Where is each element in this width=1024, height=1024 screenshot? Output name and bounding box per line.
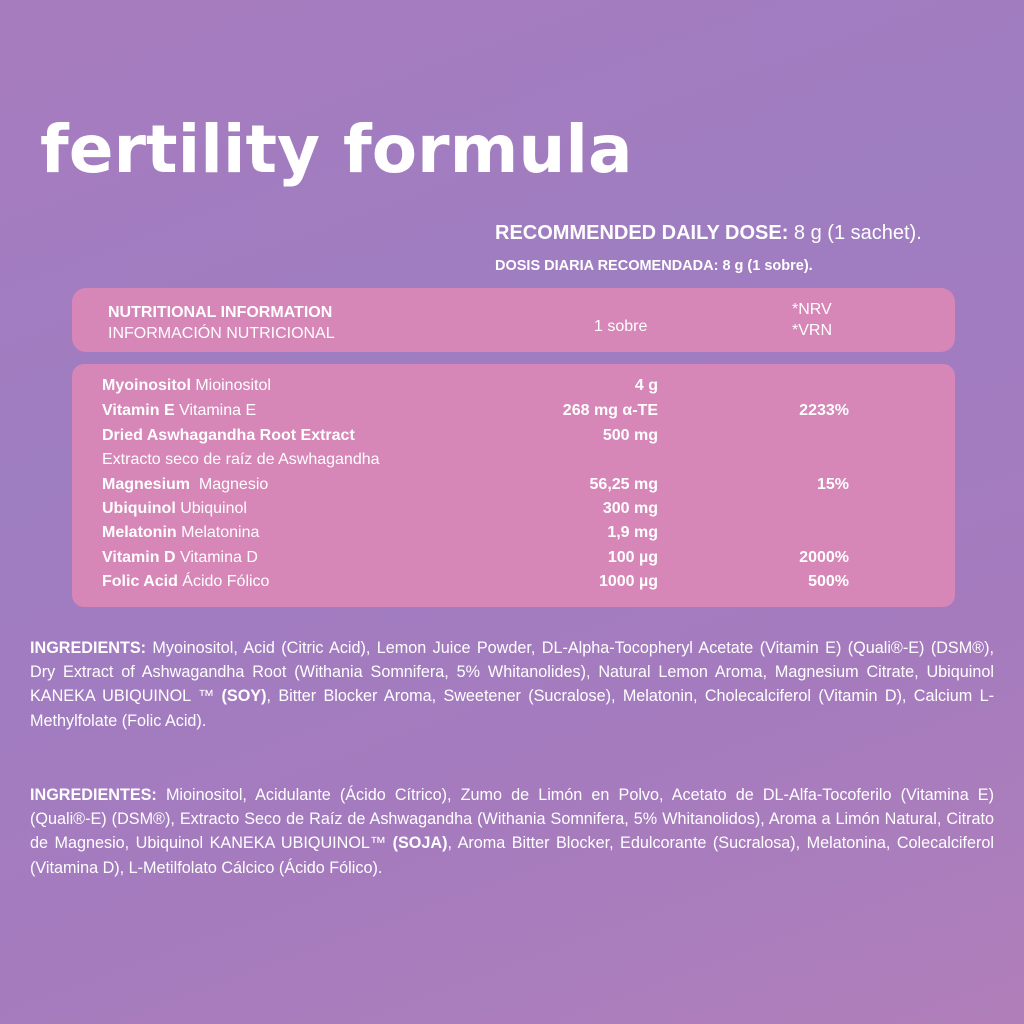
nutrient-name-en: Melatonin (102, 524, 177, 541)
daily-dose-en-label: RECOMMENDED DAILY DOSE: (495, 222, 789, 244)
nutrient-name-en: Myoinositol (102, 377, 191, 394)
ingredients-en-text-end: , Bitter Blocker Aroma, Sweetener (Sucralose), Melatonin, Cholecalciferol (Vitamin D), Calcium L-Methylfolate (Folic Acid). (30, 687, 994, 730)
nutrient-name-en: Folic Acid (102, 573, 178, 590)
nutrient-name (102, 497, 247, 521)
nutrient-name-es: Ácido Fólico (177, 573, 270, 590)
nutrient-name (102, 521, 259, 545)
ingredients-es-allergen: (SOJA) (392, 834, 448, 853)
table-row (72, 570, 955, 594)
table-row (72, 497, 955, 521)
nutrient-nrv: 500% (808, 573, 849, 590)
ingredients-es-label: INGREDIENTES: (30, 786, 157, 804)
nutrient-name-en: Magnesium (102, 476, 191, 493)
table-row (72, 399, 955, 423)
ingredients-en-allergen: (SOY) (221, 687, 267, 706)
nutrient-name-en: Vitamin E (102, 402, 175, 419)
nutrient-name (102, 374, 271, 398)
page-title: fertility formula (40, 111, 633, 188)
nutrient-name (102, 570, 269, 594)
nutrient-name (102, 473, 268, 497)
nutrient-name (102, 399, 256, 423)
nutrient-quantity: 100 µg (607, 549, 658, 566)
nutrient-name-es: Vitamina D (175, 549, 258, 566)
nutrient-name-es: Vitamina E (174, 402, 257, 419)
nutrient-quantity: 56,25 mg (589, 476, 658, 493)
nutrient-name (102, 448, 380, 472)
nutrient-name-en: Dried Aswhagandha Root Extract (102, 427, 355, 444)
nrv-header-en: *NRV (792, 301, 832, 318)
daily-dose-es: DOSIS DIARIA RECOMENDADA: 8 g (1 sobre). (495, 258, 813, 274)
nutrient-name-es: Ubiquinol (175, 500, 247, 517)
nutrition-header-es: INFORMACIÓN NUTRICIONAL (108, 325, 335, 342)
nutrient-nrv: 15% (816, 476, 849, 493)
nutrient-name (102, 546, 258, 570)
nutrition-table-body (72, 364, 955, 607)
table-row (72, 473, 955, 497)
nrv-header-es: *VRN (792, 322, 833, 339)
table-row (72, 546, 955, 570)
ingredients-en-text: Myoinositol, Acid (Citric Acid), Lemon Juice Powder, DL-Alpha-Tocopheryl Acetate (Vitamin E) (Quali®-E) (DSM®), Dry Extract of Ashwagandha Root (Withania Somnifera, 5% Whitanolides), Natural Lemon Aroma, Magnesium Citrate, Ubiquinol KANEKA UBIQUINOL ™ (30, 639, 994, 706)
nutrient-name-es: Extracto seco de raíz de Aswhagandha (102, 451, 380, 468)
table-row (72, 374, 955, 398)
nutrition-table-header (72, 288, 955, 352)
nutrient-name-es: Mioinositol (190, 377, 271, 394)
daily-dose-en-value: 8 g (1 sachet). (788, 222, 922, 244)
table-row (72, 424, 955, 448)
ingredients-es-text-end: , Aroma Bitter Blocker, Edulcorante (Sucralosa), Melatonina, Colecalciferol (Vitamina D), L-Metilfolato Cálcico (Ácido Fólico). (30, 834, 994, 877)
nutrient-name (102, 424, 355, 448)
nutrient-name-es: Magnesio (190, 476, 269, 493)
ingredients-en (30, 636, 994, 733)
nutrient-nrv: 2000% (799, 549, 849, 566)
nutrient-quantity: 500 mg (602, 427, 658, 444)
nutrient-nrv: 2233% (799, 402, 849, 419)
nutrient-quantity: 1,9 mg (607, 524, 658, 541)
nutrient-quantity: 300 mg (602, 500, 658, 517)
portion-header: 1 sobre (594, 318, 648, 335)
nutrient-quantity: 4 g (634, 377, 658, 394)
table-row (72, 448, 955, 472)
nutrient-name-en: Ubiquinol (102, 500, 176, 517)
nutrient-quantity: 268 mg α-TE (562, 402, 658, 419)
nutrient-quantity: 1000 µg (598, 573, 658, 590)
daily-dose-en (495, 220, 922, 246)
nutrient-name-es: Melatonina (176, 524, 260, 541)
table-row (72, 521, 955, 545)
nutrition-header-en: NUTRITIONAL INFORMATION (108, 304, 333, 321)
ingredients-es-text: Mioinositol, Acidulante (Ácido Cítrico), Zumo de Limón en Polvo, Acetato de DL-Alfa-Tocoferilo (Vitamina E) (Quali®-E) (DSM®), Extracto Seco de Raíz de Ashwagandha (Withania Somnifera, 5% Whitanolidos), Aroma a Limón Natural, Citrato de Magnesio, Ubiquinol KANEKA UBIQUINOL™ (30, 786, 994, 853)
ingredients-en-label: INGREDIENTS: (30, 639, 147, 657)
nutrient-name-en: Vitamin D (102, 549, 176, 566)
ingredients-es (30, 783, 994, 880)
